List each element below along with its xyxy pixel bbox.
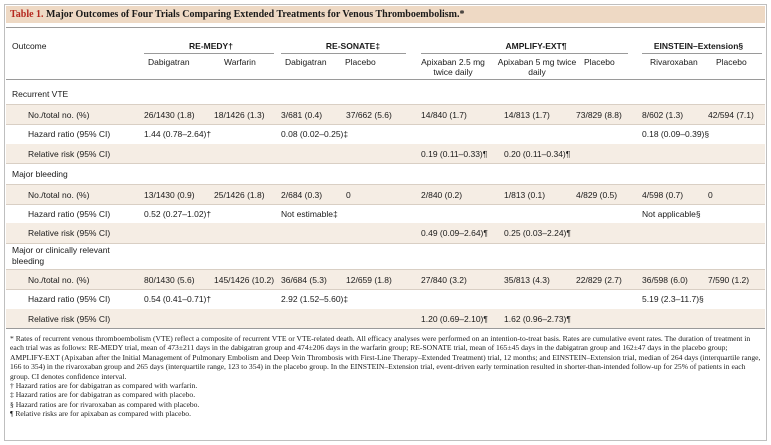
column-header: Placebo — [345, 57, 376, 67]
table-bottom-rule — [6, 328, 765, 329]
table-cell: 0.19 (0.11–0.33)¶ — [421, 149, 488, 159]
table-cell: 1.20 (0.69–2.10)¶ — [421, 314, 488, 324]
column-header: Dabigatran — [285, 57, 327, 67]
row-rule — [6, 243, 765, 244]
table-cell: 12/659 (1.8) — [346, 275, 392, 285]
row-shade — [6, 223, 765, 243]
header-bottom-rule — [6, 79, 765, 80]
table-cell: 8/602 (1.3) — [642, 110, 684, 120]
table-cell: 0.08 (0.02–0.25)‡ — [281, 129, 349, 139]
table-cell: 18/1426 (1.3) — [214, 110, 265, 120]
footnotes — [10, 334, 762, 419]
group-underline — [144, 53, 274, 54]
table-cell: 1.44 (0.78–2.64)† — [144, 129, 212, 139]
row-label: Relative risk (95% CI) — [28, 149, 111, 159]
section-label: Recurrent VTE — [12, 89, 69, 99]
table-cell: 5.19 (2.3–11.7)§ — [642, 294, 704, 304]
table-title — [6, 6, 765, 23]
footnote-symbol: § Hazard ratios are for rivaroxaban as compared with placebo. — [10, 399, 200, 409]
table-cell: 0.18 (0.09–0.39)§ — [642, 129, 710, 139]
table-cell: 14/813 (1.7) — [504, 110, 550, 120]
table-cell: 35/813 (4.3) — [504, 275, 550, 285]
table-cell: 2/840 (0.2) — [421, 190, 463, 200]
column-header: Apixaban 2.5 mg twice daily — [421, 57, 485, 77]
row-label: Relative risk (95% CI) — [28, 228, 111, 238]
row-shade — [6, 144, 765, 163]
group-underline — [421, 53, 628, 54]
group-header: AMPLIFY-EXT¶ — [505, 41, 567, 51]
table-cell: 2/684 (0.3) — [281, 190, 323, 200]
group-underline — [281, 53, 406, 54]
table-cell: 14/840 (1.7) — [421, 110, 467, 120]
table-cell: 0.49 (0.09–2.64)¶ — [421, 228, 488, 238]
column-header: Rivaroxaban — [650, 57, 698, 67]
group-header: RE-SONATE‡ — [325, 41, 381, 51]
table-cell: 36/598 (6.0) — [642, 275, 688, 285]
table-cell: 0 — [346, 190, 351, 200]
column-header: Apixaban 5 mg twice daily — [497, 57, 577, 77]
table-cell: 7/590 (1.2) — [708, 275, 750, 285]
table-cell: 36/684 (5.3) — [281, 275, 327, 285]
table-cell: 27/840 (3.2) — [421, 275, 467, 285]
header-top-rule — [6, 27, 765, 28]
row-shade — [6, 309, 765, 328]
column-header: Warfarin — [224, 57, 256, 67]
outcomes-table — [6, 27, 765, 332]
row-rule — [6, 289, 765, 290]
table-cell: 4/829 (0.5) — [576, 190, 618, 200]
table-cell: 145/1426 (10.2) — [214, 275, 275, 285]
column-header: Dabigatran — [148, 57, 190, 67]
table-cell: 80/1430 (5.6) — [144, 275, 195, 285]
table-cell: 0.25 (0.03–2.24)¶ — [504, 228, 571, 238]
row-rule — [6, 204, 765, 205]
column-header: Placebo — [584, 57, 615, 67]
row-label: No./total no. (%) — [28, 190, 90, 200]
table-cell: 1/813 (0.1) — [504, 190, 546, 200]
row-rule — [6, 124, 765, 125]
table-cell: 37/662 (5.6) — [346, 110, 392, 120]
table-cell: 42/594 (7.1) — [708, 110, 754, 120]
table-cell: 73/829 (8.8) — [576, 110, 622, 120]
column-header: Placebo — [716, 57, 747, 67]
table-cell: 0.54 (0.41–0.71)† — [144, 294, 212, 304]
table-cell: 26/1430 (1.8) — [144, 110, 195, 120]
table-cell: 4/598 (0.7) — [642, 190, 684, 200]
table-cell: 2.92 (1.52–5.60)‡ — [281, 294, 349, 304]
table-cell: Not estimable‡ — [281, 209, 338, 219]
row-label: Hazard ratio (95% CI) — [28, 294, 111, 304]
table-cell: 3/681 (0.4) — [281, 110, 323, 120]
row-label: Relative risk (95% CI) — [28, 314, 111, 324]
group-underline — [642, 53, 762, 54]
table-cell: 1.62 (0.96–2.73)¶ — [504, 314, 571, 324]
footnote-main: * Rates of recurrent venous thromboembolism (VTE) reflect a composite of recurrent VTE or VTE-related death. All efficacy analyses were performed on an intention-to-treat basis. Rates are cumulative event rates. The duration of treatment in each trial was as follows: RE-MEDY trial, mean of 473±211 days in the dabigatran group and 474±206 days in the warfarin group; RE-SONATE trial, mean of 165±45 days in the dabigatran group and 162±47 days in the placebo group; AMPLIFY-EXT (Apixaban after the Initial Management of Pulmonary Embolism and Deep Vein Thrombosis with First-Line Therapy–Extended Treatment) trial, 12 months; and EINSTEIN–Extension trial, median of 264 days (interquartile range, 166 to 354) in the rivaroxaban group and 265 days (interquartile range, 123 to 354) in the placebo group. In the EINSTEIN–Extension trial, event-driven early termination resulted in shorter-than-intended follow-up for 25% of patients in each group. CI denotes confidence interval. — [10, 334, 761, 381]
group-header: EINSTEIN–Extension§ — [653, 41, 744, 51]
section-label: Major or clinically relevant bleeding — [12, 245, 110, 266]
table-cell: 25/1426 (1.8) — [214, 190, 265, 200]
group-header: RE-MEDY† — [189, 41, 233, 51]
row-label: Hazard ratio (95% CI) — [28, 129, 111, 139]
row-label: No./total no. (%) — [28, 275, 90, 285]
row-rule — [6, 163, 765, 164]
table-label: Table 1. — [10, 9, 44, 20]
table-cell: Not applicable§ — [642, 209, 701, 219]
table-cell: 13/1430 (0.9) — [144, 190, 195, 200]
outcome-header: Outcome — [12, 41, 47, 51]
table-cell: 0.52 (0.27–1.02)† — [144, 209, 212, 219]
footnote-symbol: ‡ Hazard ratios are for dabigatran as compared with placebo. — [10, 390, 196, 400]
table-cell: 22/829 (2.7) — [576, 275, 622, 285]
footnote-symbol: ¶ Relative risks are for apixaban as compared with placebo. — [10, 409, 191, 419]
table-cell: 0.20 (0.11–0.34)¶ — [504, 149, 571, 159]
row-label: No./total no. (%) — [28, 110, 90, 120]
footnote-symbol: † Hazard ratios are for dabigatran as compared with warfarin. — [10, 381, 198, 391]
section-label: Major bleeding — [12, 169, 68, 179]
row-label: Hazard ratio (95% CI) — [28, 209, 111, 219]
table-cell: 0 — [708, 190, 713, 200]
table-caption: Major Outcomes of Four Trials Comparing Extended Treatments for Venous Thromboembolism.* — [46, 9, 465, 20]
